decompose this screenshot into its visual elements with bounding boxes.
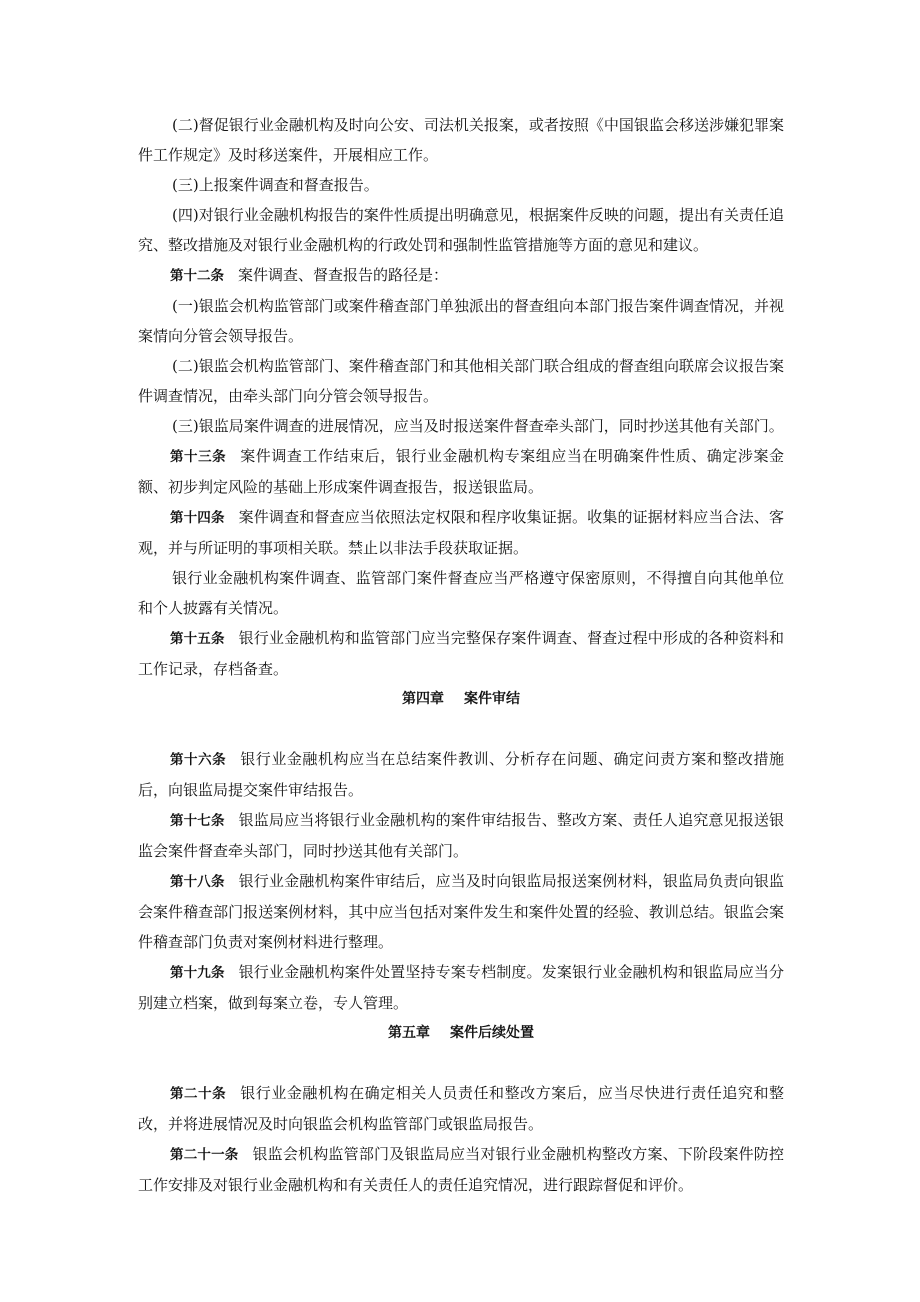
spacer [138,1048,784,1078]
article-19 [138,957,784,1018]
article-label: 第十三条 [170,449,227,465]
clause-paragraph: (三)银监局案件调查的进展情况，应当及时报送案件督查牵头部门，同时抄送其他有关部门。 [172,417,784,435]
spacer [138,714,784,744]
article-13 [138,441,784,502]
chapter-number: 第五章 [388,1025,430,1041]
article-21 [138,1139,784,1200]
article-label: 第十四条 [170,510,225,526]
article-label: 第十五条 [170,631,225,647]
article-text: 银行业金融机构案件审结后，应当及时向银监局报送案例材料，银监局负责向银监会案件稽查部门报送案例材料，其中应当包括对案件发生和案件处置的经验、教训总结。银监会案件稽查部门负责对案例材料进行整理。 [138,872,784,951]
chapter-title: 案件审结 [464,691,520,707]
clause-paragraph: (二)督促银行业金融机构及时向公安、司法机关报案，或者按照《中国银监会移送涉嫌犯罪案件工作规定》及时移送案件，开展相应工作。 [138,116,784,164]
clause-paragraph: 银行业金融机构案件调查、监管部门案件督查应当严格遵守保密原则，不得擅自向其他单位和个人披露有关情况。 [138,569,784,617]
article-20 [138,1078,784,1139]
article-17 [138,805,784,866]
article-label: 第二十条 [170,1086,227,1102]
chapter-number: 第四章 [402,691,444,707]
article-label: 第十八条 [170,874,225,890]
article-text: 案件调查工作结束后，银行业金融机构专案组应当在明确案件性质、确定涉案金额、初步判定风险的基础上形成案件调查报告，报送银监局。 [138,447,784,496]
article-label: 第二十一条 [170,1147,239,1163]
article-text: 银行业金融机构案件处置坚持专案专档制度。发案银行业金融机构和银监局应当分别建立档案，做到每案立卷，专人管理。 [138,963,784,1012]
clause-paragraph: (二)银监会机构监管部门、案件稽查部门和其他相关部门联合组成的督查组向联席会议报告案件调查情况，由牵头部门向分管会领导报告。 [138,357,784,405]
clause-paragraph: (一)银监会机构监管部门或案件稽查部门单独派出的督查组向本部门报告案件调查情况，并视案情向分管会领导报告。 [138,297,784,345]
chapter-title: 案件后续处置 [450,1025,534,1041]
article-text: 银行业金融机构在确定相关人员责任和整改方案后，应当尽快进行责任追究和整改，并将进展情况及时向银监会机构监管部门或银监局报告。 [138,1084,784,1133]
article-15 [138,623,784,684]
article-text: 银行业金融机构应当在总结案件教训、分析存在问题、确定问责方案和整改措施后，向银监局提交案件审结报告。 [138,750,784,799]
article-text: 案件调查、督查报告的路径是： [238,266,449,284]
article-18 [138,866,784,957]
article-16 [138,744,784,805]
article-text: 案件调查和督查应当依照法定权限和程序收集证据。收集的证据材料应当合法、客观，并与所证明的事项相关联。禁止以非法手段获取证据。 [138,508,784,557]
article-label: 第十九条 [170,965,225,981]
chapter-4-heading [138,684,784,714]
article-text: 银监局应当将银行业金融机构的案件审结报告、整改方案、责任人追究意见报送银监会案件督查牵头部门，同时抄送其他有关部门。 [138,811,784,860]
article-text: 银行业金融机构和监管部门应当完整保存案件调查、督查过程中形成的各种资料和工作记录，存档备查。 [138,629,784,678]
chapter-5-heading [138,1018,784,1048]
document-page [138,110,784,1200]
article-text: 银监会机构监管部门及银监局应当对银行业金融机构整改方案、下阶段案件防控工作安排及对银行业金融机构和有关责任人的责任追究情况，进行跟踪督促和评价。 [138,1145,784,1194]
article-label: 第十二条 [170,268,224,284]
clause-paragraph: (三)上报案件调查和督查报告。 [172,176,379,194]
article-12 [138,260,784,291]
clause-paragraph: (四)对银行业金融机构报告的案件性质提出明确意见，根据案件反映的问题，提出有关责任追究、整改措施及对银行业金融机构的行政处罚和强制性监管措施等方面的意见和建议。 [138,206,784,254]
article-14 [138,502,784,563]
article-label: 第十七条 [170,813,225,829]
article-label: 第十六条 [170,752,227,768]
